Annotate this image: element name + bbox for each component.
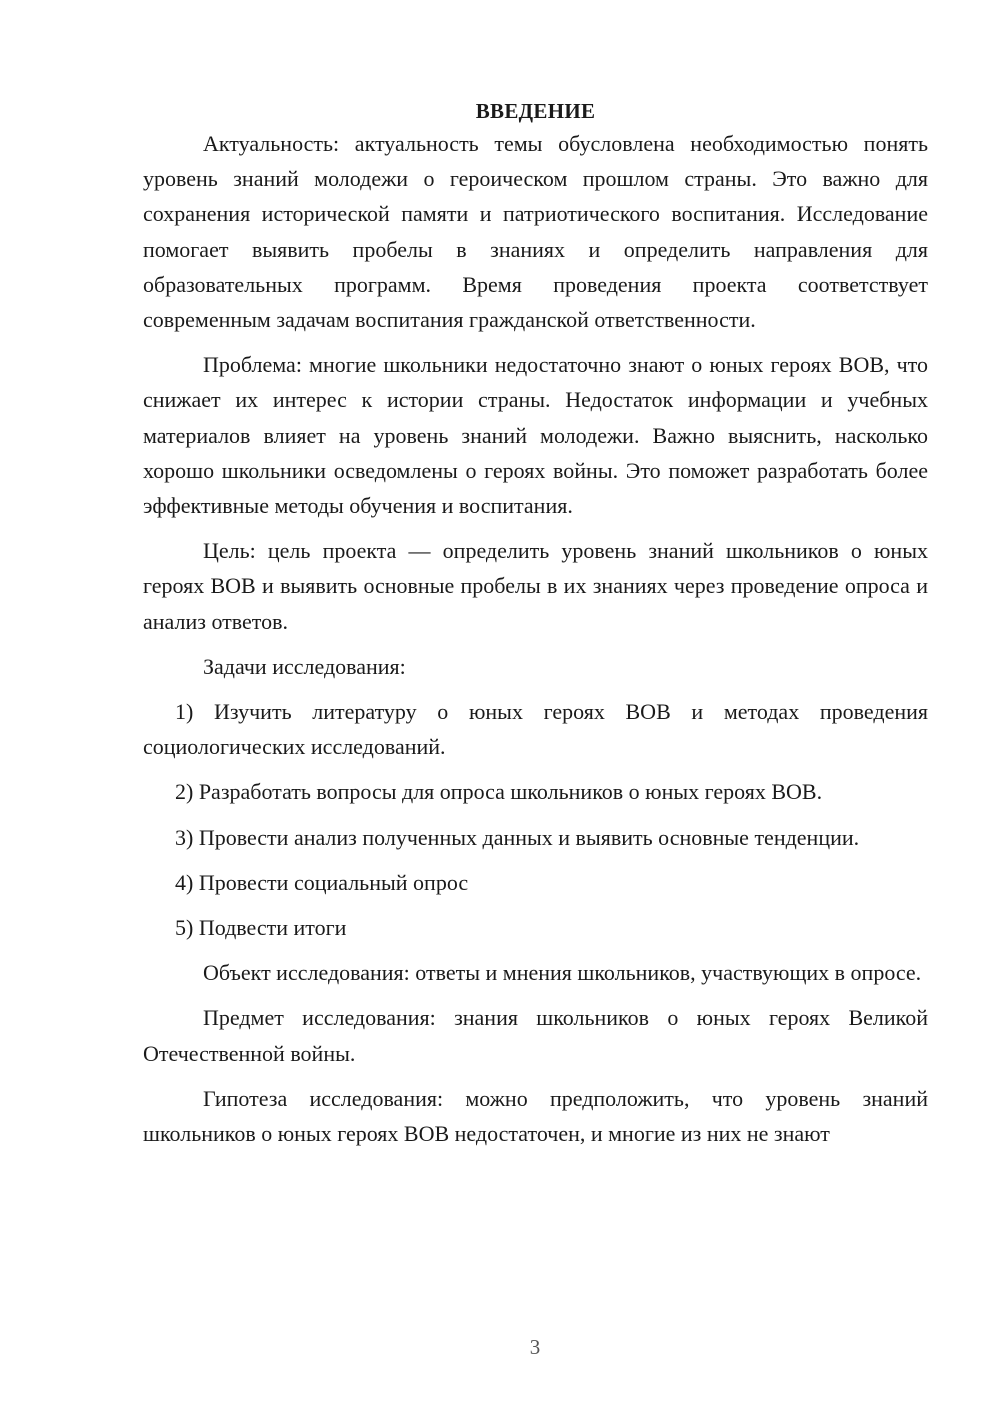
list-item: 1) Изучить литературу о юных героях ВОВ и методах проведения социологических исследований. [143, 699, 928, 760]
list-item: 4) Провести социальный опрос [175, 869, 469, 895]
list-item: 3) Провести анализ полученных данных и выявить основные тенденции. [175, 824, 860, 850]
page-title: ВВЕДЕНИЕ [475, 99, 596, 123]
page-content [143, 96, 928, 1151]
page-number: 3 [529, 1335, 541, 1359]
tasks-list [143, 694, 928, 945]
paragraph-hypothesis: Гипотеза исследования: можно предположить, что уровень знаний школьников о юных героях ВОВ недостаточен, и многие из них не знают [143, 1085, 928, 1147]
paragraph-problem: Проблема: многие школьники недостаточно знают о юных героях ВОВ, что снижает их интерес к истории страны. Недостаток информации и учебных материалов влияет на уровень знаний молодежи. Важно выяснить, насколько хорошо школьники осведомлены о героях войны. Это поможет разработать более эффективные методы обучения и воспитания. [143, 352, 928, 519]
list-item: 2) Разработать вопросы для опроса школьников о юных героях ВОВ. [175, 779, 823, 805]
paragraph-goal: Цель: цель проекта — определить уровень знаний школьников о юных героях ВОВ и выявить основные пробелы в их знаниях через проведение опроса и анализ ответов. [143, 538, 928, 634]
paragraph-tasks-intro: Задачи исследования: [203, 653, 406, 679]
paragraph-relevance: Актуальность: актуальность темы обусловлена необходимостью понять уровень знаний молодежи о героическом прошлом страны. Это важно для сохранения исторической памяти и патриотического воспитания. Исследование помогает выявить пробелы в знаниях и определить направления для образовательных программ. Время проведения проекта соответствует современным задачам воспитания гражданской ответственности. [143, 131, 928, 333]
paragraph-subject: Предмет исследования: знания школьников о юных героях Великой Отечественной войны. [143, 1005, 928, 1066]
paragraph-object: Объект исследования: ответы и мнения школьников, участвующих в опросе. [203, 960, 922, 986]
list-item: 5) Подвести итоги [175, 915, 347, 941]
